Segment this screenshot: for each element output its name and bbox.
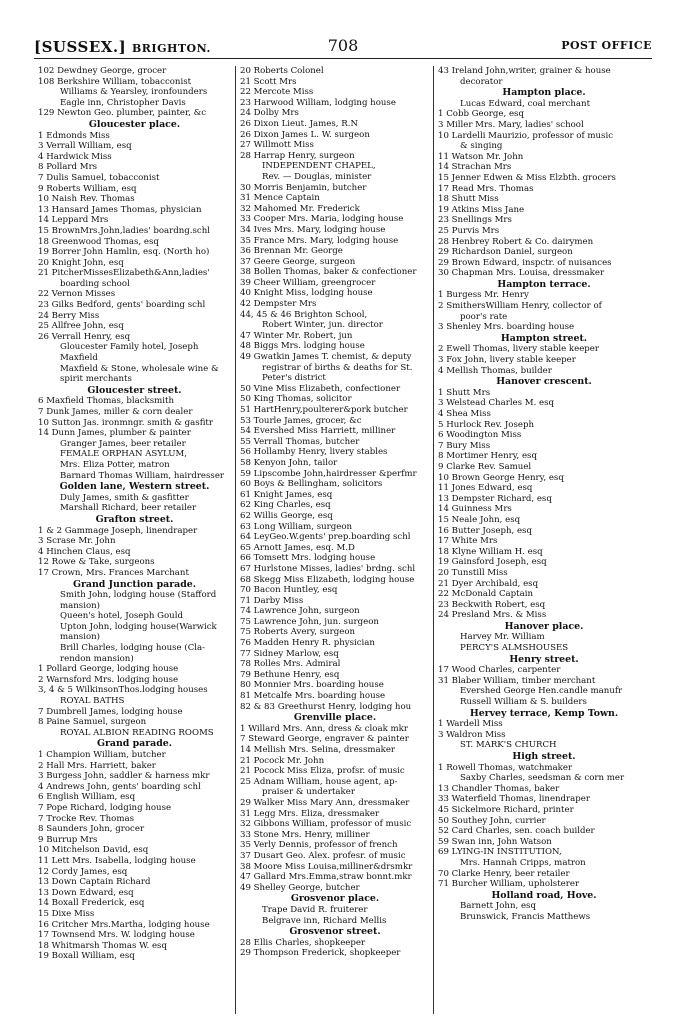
directory-entry: 10 Naish Rev. Thomas [38, 194, 135, 205]
directory-entry: 71 Darby Miss [240, 595, 304, 606]
street-heading: Grosvenor place. [290, 894, 380, 905]
directory-entry: 69 LYING-IN INSTITUTION, [438, 847, 562, 858]
directory-entry: Maxfield & Stone, wholesale wine & [60, 363, 219, 374]
directory-entry: ROYAL BATHS [60, 696, 125, 707]
directory-entry: 64 LeyGeo.W.gents' prep.boarding schl [240, 532, 411, 543]
office-label: POST OFFICE [561, 39, 652, 52]
directory-entry: 14 Dunn James, plumber & painter [38, 428, 191, 439]
street-heading: Hervey terrace, Kemp Town. [469, 708, 619, 719]
directory-entry: Peter's district [262, 373, 326, 384]
street-heading: High street. [512, 752, 576, 762]
directory-entry: 8 Saunders John, grocer [38, 824, 145, 835]
directory-entry: Williams & Yearsley, ironfounders [60, 87, 208, 98]
directory-entry: 9 Burrup Mrs [38, 834, 98, 845]
directory-entry: 10 Brown George Henry, esq [438, 472, 564, 483]
directory-entry: decorator [460, 76, 503, 87]
street-heading: Grafton street. [95, 514, 174, 525]
directory-entry: 78 Rolles Mrs. Admiral [240, 659, 341, 670]
directory-entry: 29 Richardson Daniel, surgeon [438, 247, 573, 258]
directory-entry: spirit merchants [60, 374, 132, 385]
directory-entry: 1 Rowell Thomas, watchmaker [438, 762, 573, 773]
directory-entry: 4 Hardwick Miss [38, 151, 112, 162]
directory-entry: 53 Tourle James, grocer, &c [240, 415, 362, 426]
directory-entry: Harvey Mr. William [460, 632, 545, 643]
directory-entry: 19 Borrer John Hamlin, esq. (North ho) [38, 247, 210, 258]
directory-entry: 33 Cooper Mrs. Maria, lodging house [240, 214, 404, 225]
directory-entry: 33 Waterfield Thomas, linendraper [438, 794, 590, 805]
directory-entry: 23 Gilks Bedford, gents' boarding schl [38, 300, 206, 311]
directory-entry: 17 Townsend Mrs. W. lodging house [38, 930, 195, 941]
directory-entry: 74 Lawrence John, surgeon [240, 606, 360, 617]
directory-entry: 7 Dumbrell James, lodging house [38, 706, 183, 717]
directory-entry: 43 Ireland John,writer, grainer & house [438, 66, 611, 76]
directory-entry: 33 Stone Mrs. Henry, milliner [240, 829, 370, 840]
directory-entry: 2 Warnsford Mrs. lodging house [38, 674, 179, 685]
directory-entry: 54 Evershed Miss Harriett, milliner [240, 426, 396, 437]
directory-entry: Belgrave inn, Richard Mellis [262, 915, 387, 926]
directory-entry: 13 Down Edward, esq [38, 887, 134, 898]
directory-entry: 102 Dewdney George, grocer [38, 66, 167, 76]
directory-entry: 56 Hollamby Henry, livery stables [240, 447, 388, 458]
directory-entry: 59 Lipscombe John,hairdresser &perfmr [240, 468, 417, 479]
directory-entry: 6 Woodington Miss [438, 430, 522, 441]
directory-entry: 14 Mellish Mrs. Selina, dressmaker [240, 745, 396, 755]
directory-entry: 38 Moore Miss Louisa,milliner&drsmkr [240, 861, 413, 872]
directory-entry: 10 Lardelli Maurizio, professor of music [438, 130, 614, 141]
directory-entry: 3 Scrase Mr. John [38, 536, 116, 547]
directory-entry: 15 Dixe Miss [38, 908, 95, 919]
directory-entry: 75 Lawrence John, jun. surgeon [240, 616, 379, 627]
directory-entry: 47 Gallard Mrs.Emma,straw bonnt.mkr [240, 872, 412, 883]
directory-entry: Granger James, beer retailer [60, 438, 186, 449]
directory-entry: 22 Vernon Misses [38, 289, 116, 300]
street-heading: Grosvenor street. [289, 927, 381, 938]
directory-entry: Marshall Richard, beer retailer [60, 503, 197, 514]
street-heading: Golden lane, Western street. [59, 482, 210, 493]
directory-entry: 21 PitcherMissesElizabeth&Ann,ladies' [38, 268, 210, 279]
directory-entry: 51 HartHenry,poulterer&pork butcher [240, 405, 408, 415]
directory-entry: 17 Wood Charles, carpenter [438, 665, 561, 676]
directory-entry: 5 Hurlock Rev. Joseph [438, 419, 535, 430]
directory-entry: Rev. — Douglas, minister [262, 171, 372, 182]
directory-entry: 1 Willard Mrs. Ann, dress & cloak mkr [240, 723, 409, 734]
directory-entry: 19 Atkins Miss Jane [438, 204, 525, 215]
directory-entry: 49 Gwatkin James T. chemist, & deputy [240, 352, 412, 363]
directory-entry: Maxfield [60, 353, 98, 364]
directory-entry: PERCY'S ALMSHOUSES [460, 643, 569, 654]
directory-entry: 3, 4 & 5 WilkinsonThos.lodging houses [38, 685, 208, 696]
directory-entry: 15 Neale John, esq [438, 514, 521, 525]
directory-entry: Brill Charles, lodging house (Cla- [60, 643, 206, 654]
directory-entry: 7 Dunk James, miller & corn dealer [38, 407, 193, 417]
directory-entry: 13 Dempster Richard, esq [438, 493, 552, 504]
directory-entry: poor's rate [460, 311, 508, 322]
directory-entry: praiser & undertaker [262, 787, 355, 798]
directory-entry: 3 Burgess John, saddler & harness mkr [38, 771, 210, 782]
directory-entry: 52 Card Charles, sen. coach builder [438, 826, 595, 837]
directory-entry: 9 Roberts William, esq [38, 183, 137, 194]
directory-entry: 6 English William, esq [38, 792, 136, 803]
directory-entry: Mrs. Eliza Potter, matron [60, 459, 170, 470]
directory-entry: 65 Arnott James, esq. M.D [240, 542, 355, 553]
directory-entry: 16 Butter Joseph, esq [438, 525, 532, 536]
directory-entry: 15 BrownMrs.John,ladies' boardng.schl [38, 225, 211, 236]
directory-entry: Queen's hotel, Joseph Gould [60, 611, 183, 622]
directory-entry: Brunswick, Francis Matthews [460, 911, 591, 922]
directory-entry: 4 Hinchen Claus, esq [38, 546, 131, 557]
directory-entry: 50 King Thomas, solicitor [240, 394, 352, 405]
directory-entry: 37 Geere George, surgeon [240, 256, 356, 267]
directory-entry: 2 Ewell Thomas, livery stable keeper [438, 344, 599, 355]
directory-entry: ROYAL ALBION READING ROOMS [60, 727, 214, 738]
directory-entry: 14 Boxall Frederick, esq [38, 898, 145, 909]
directory-entry: 1 Shutt Mrs [438, 387, 491, 398]
directory-entry: 29 Brown Edward, inspctr. of nuisances [438, 257, 612, 268]
directory-entry: 82 & 83 Greethurst Henry, lodging hou [240, 701, 412, 712]
directory-entry: 8 Pollard Mrs [38, 162, 98, 173]
directory-entry: ST. MARK'S CHURCH [460, 740, 557, 751]
directory-entry: 17 White Mrs [438, 536, 498, 547]
directory-entry: 28 Ellis Charles, shopkeeper [240, 937, 366, 948]
directory-entry: 20 Tunstill Miss [438, 567, 508, 578]
directory-entry: 4 Mellish Thomas, builder [438, 365, 552, 376]
directory-entry: 63 Long William, surgeon [240, 521, 353, 532]
directory-entry: 1 Pollard George, lodging house [38, 664, 179, 675]
directory-entry: 6 Maxfield Thomas, blacksmith [38, 396, 175, 407]
directory-entry: rendon mansion) [60, 653, 134, 664]
directory-entry: 13 Hansard James Thomas, physician [38, 204, 202, 215]
directory-entry: 21 Pocock Miss Eliza, profsr. of music [240, 766, 405, 777]
directory-entry: 23 Harwood William, lodging house [240, 97, 396, 108]
directory-entry: 16 Critcher Mrs.Martha, lodging house [38, 919, 210, 930]
directory-entry: 1 Cobb George, esq [438, 109, 524, 120]
directory-entry: Duly James, smith & gasfitter [60, 492, 189, 503]
directory-entry: 77 Sidney Marlow, esq [240, 648, 339, 659]
page-header [34, 36, 652, 59]
street-heading: Hampton terrace. [497, 279, 591, 290]
directory-entry: 21 Pocock Mr. John [240, 755, 325, 766]
directory-entry: Mrs. Hannah Cripps, matron [460, 857, 586, 868]
directory-entry: 61 Knight James, esq [240, 489, 333, 500]
directory-entry: 28 Harrap Henry, surgeon [240, 150, 355, 161]
directory-entry: 38 Bollen Thomas, baker & confectioner [240, 267, 417, 278]
directory-entry: 18 Whitmarsh Thomas W. esq [38, 940, 167, 951]
directory-entry: registrar of births & deaths for St. [262, 362, 413, 373]
directory-entry: Evershed George Hen.candle manufr [460, 686, 623, 697]
directory-entry: 1 Burgess Mr. Henry [438, 290, 529, 301]
directory-entry: 32 Mahomed Mr. Frederick [240, 203, 360, 214]
directory-entry: 70 Clarke Henry, beer retailer [438, 868, 570, 879]
directory-entry: 68 Skegg Miss Elizabeth, lodging house [240, 574, 415, 585]
directory-entry: 37 Dusart Geo. Alex. profesr. of music [240, 850, 406, 861]
directory-entry: 80 Monnier Mrs. boarding house [240, 680, 384, 691]
directory-entry: 1 Wardell Miss [438, 719, 503, 730]
directory-entry: 7 Bury Miss [438, 440, 491, 451]
directory-entry: 3 Verrall William, esq [38, 141, 132, 152]
directory-entry: 14 Strachan Mrs [438, 162, 512, 173]
directory-entry: 35 Verly Dennis, professor of french [240, 840, 398, 851]
directory-entry: 36 Brennan Mr. George [240, 246, 343, 257]
directory-entry: 11 Watson Mr. John [438, 151, 524, 162]
directory-entry: 108 Berkshire William, tobacconist [38, 76, 192, 87]
directory-entry: 50 Southey John, currier [438, 815, 546, 826]
directory-entry: 40 Knight Miss, lodging house [240, 288, 373, 299]
directory-entry: 25 Purvis Mrs [438, 225, 500, 236]
directory-entry: 25 Adnam William, house agent, ap- [240, 776, 398, 787]
directory-entry: 23 Snellings Mrs [438, 215, 512, 226]
directory-entry: mansion) [60, 632, 101, 643]
street-heading: Hampton place. [502, 88, 586, 99]
directory-entry: 19 Boxall William, esq [38, 951, 135, 962]
street-heading: Gloucester place. [88, 119, 181, 130]
directory-entry: Robert Winter, jun. director [262, 320, 383, 331]
column-rule-2 [433, 66, 434, 1014]
directory-entry: 55 Verrall Thomas, butcher [240, 436, 360, 447]
directory-entry: 31 Blaber William, timber merchant [438, 675, 596, 686]
directory-entry: 60 Boys & Bellingham, solicitors [240, 479, 383, 490]
directory-entry: 24 Presland Mrs. & Miss [438, 610, 547, 621]
directory-entry: 62 Willis George, esq [240, 510, 333, 521]
directory-entry: 3 Waldron Miss [438, 729, 506, 740]
directory-entry: 25 Allfree John, esq [38, 321, 124, 332]
directory-entry: 10 Mitchelson David, esq [38, 845, 149, 856]
street-heading: Holland road, Hove. [491, 890, 597, 901]
directory-entry: 31 Legg Mrs. Eliza, dressmaker [240, 808, 380, 819]
directory-entry: 67 Hurlstone Misses, ladies' brdng. schl [240, 563, 416, 574]
directory-entry: 59 Swan inn, John Watson [438, 836, 552, 847]
directory-entry: 22 Mercote Miss [240, 87, 314, 98]
town-label: BRIGHTON. [131, 42, 211, 55]
street-heading: Grand Junction parade. [72, 579, 197, 590]
directory-entry: 32 Gibbons William, professor of music [240, 819, 412, 830]
directory-entry: Upton John, lodging house(Warwick [60, 621, 217, 632]
street-heading: Gloucester street. [87, 385, 182, 396]
directory-entry: 26 Verrall Henry, esq [38, 331, 131, 342]
directory-entry: 71 Burcher William, upholsterer [438, 879, 580, 890]
directory-entry: 44, 45 & 46 Brighton School, [240, 309, 368, 320]
directory-entry: 3 Welstead Charles M. esq [438, 398, 555, 409]
directory-entry: 45 Sickelmore Richard, printer [438, 804, 574, 815]
directory-entry: 12 Rowe & Take, surgeons [38, 557, 155, 568]
directory-entry: 11 Jones Edward, esq [438, 483, 533, 494]
street-heading: Henry street. [509, 654, 579, 665]
directory-entry: 23 Beckwith Robert, esq [438, 599, 546, 610]
directory-entry: 48 Biggs Mrs. lodging house [240, 341, 365, 352]
directory-entry: Saxby Charles, seedsman & corn mer [460, 773, 625, 784]
directory-entry: 58 Kenyon John, tailor [240, 457, 338, 468]
directory-entry: 26 Dixon James L. W. surgeon [240, 129, 370, 140]
directory-entry: 27 Willmott Miss [240, 140, 314, 151]
directory-entry: 7 Steward George, engraver & painter [240, 734, 409, 745]
directory-entry: 30 Chapman Mrs. Louisa, dressmaker [438, 268, 605, 279]
directory-entry: 1 Champion William, butcher [38, 750, 166, 760]
directory-entry: 4 Shea Miss [438, 409, 491, 419]
directory-entry: 18 Shutt Miss [438, 194, 499, 205]
directory-entry: 19 Gainsford Joseph, esq [438, 557, 547, 568]
page-number: 708 [327, 36, 359, 55]
column-2 [240, 66, 430, 959]
directory-entry: 7 Dulis Samuel, tobacconist [38, 172, 160, 183]
directory-entry: & singing [460, 141, 503, 152]
directory-entry: 3 Fox John, livery stable keeper [438, 355, 576, 366]
directory-entry: Eagle inn, Christopher Davis [60, 97, 186, 108]
directory-entry: 8 Paine Samuel, surgeon [38, 717, 147, 728]
directory-entry: 7 Pope Richard, lodging house [38, 802, 172, 813]
directory-entry: 76 Madden Henry R. physician [240, 638, 375, 649]
directory-entry: Trape David R. fruiterer [262, 904, 368, 915]
directory-entry: 14 Leppard Mrs [38, 215, 109, 226]
directory-entry: 79 Bethune Henry, esq [240, 669, 340, 680]
directory-entry: Russell William & S. builders [460, 697, 587, 708]
street-heading: Hampton street. [500, 333, 588, 344]
directory-entry: 66 Tomsett Mrs. lodging house [240, 553, 376, 564]
street-heading: Hanover place. [504, 621, 584, 632]
directory-entry: Barnard Thomas William, hairdresser [60, 470, 225, 481]
directory-entry: 22 McDonald Captain [438, 589, 534, 600]
directory-entry: 1 Edmonds Miss [38, 130, 110, 141]
directory-entry: 1 & 2 Gammage Joseph, linendraper [38, 525, 198, 536]
directory-entry: 31 Mence Captain [240, 193, 320, 204]
directory-entry: 12 Cordy James, esq [38, 866, 128, 877]
directory-entry: 26 Dixon Lieut. James, R.N [240, 118, 358, 129]
directory-entry: 47 Winter Mr. Robert, jun [240, 330, 353, 341]
directory-entry: 75 Roberts Avery, surgeon [240, 627, 356, 638]
directory-entry: 11 Lett Mrs. Isabella, lodging house [38, 855, 196, 866]
directory-entry: 49 Shelley George, butcher [240, 882, 360, 893]
directory-entry: 34 Ives Mrs. Mary, lodging house [240, 224, 386, 235]
directory-entry: 70 Bacon Huntley, esq [240, 585, 338, 596]
directory-entry: 2 SmithersWilliam Henry, collector of [438, 301, 602, 312]
directory-entry: 129 Newton Geo. plumber, painter, &c [38, 108, 207, 119]
county-label: [SUSSEX.] [34, 38, 127, 56]
column-1 [38, 66, 231, 962]
directory-entry: 15 Jenner Edwen & Miss Elzbth. grocers [438, 172, 616, 183]
directory-entry: 29 Thompson Frederick, shopkeeper [240, 948, 401, 959]
directory-entry: 24 Dolby Mrs [240, 108, 299, 119]
directory-entry: 35 France Mrs. Mary, lodging house [240, 235, 399, 246]
directory-entry: 21 Dyer Archibald, esq [438, 578, 539, 589]
directory-entry: 2 Hall Mrs. Harriett, baker [38, 760, 156, 771]
directory-entry: Smith John, lodging house (Stafford [60, 590, 217, 601]
directory-entry: 81 Metcalfe Mrs. boarding house [240, 691, 386, 702]
directory-entry: 8 Mortimer Henry, esq [438, 451, 537, 462]
directory-entry: 39 Cheer William, greengrocer [240, 277, 376, 288]
directory-entry: 10 Sutton Jas. ironmngr. smith & gasfitr [38, 417, 213, 428]
directory-entry: 30 Morris Benjamin, butcher [240, 182, 367, 193]
directory-entry: 4 Andrews John, gents' boarding schl [38, 781, 201, 792]
directory-entry: Gloucester Family hotel, Joseph [60, 342, 199, 353]
directory-entry: mansion) [60, 600, 101, 611]
directory-entry: 17 Crown, Mrs. Frances Marchant [38, 567, 189, 578]
directory-entry: 28 Henbrey Robert & Co. dairymen [438, 236, 594, 247]
column-rule-1 [235, 66, 236, 1014]
street-heading: Grand parade. [96, 739, 173, 750]
directory-entry: 18 Greenwood Thomas, esq [38, 236, 159, 247]
directory-entry: Lucas Edward, coal merchant [460, 98, 591, 109]
directory-entry: 17 Read Mrs. Thomas [438, 183, 534, 194]
directory-entry: INDEPENDENT CHAPEL, [262, 161, 376, 172]
directory-entry: FEMALE ORPHAN ASYLUM, [60, 449, 187, 460]
directory-entry: 20 Roberts Colonel [240, 66, 324, 76]
directory-entry: 42 Dempster Mrs [240, 299, 317, 310]
directory-entry: 9 Clarke Rev. Samuel [438, 461, 532, 472]
directory-entry: 24 Berry Miss [38, 310, 100, 321]
directory-entry: 13 Down Captain Richard [38, 877, 151, 888]
directory-entry: 20 Knight John, esq [38, 257, 124, 268]
directory-entry: 13 Chandler Thomas, baker [438, 783, 560, 794]
directory-entry: 14 Guinness Mrs [438, 504, 512, 515]
directory-entry: 7 Trocke Rev. Thomas [38, 813, 135, 824]
directory-entry: 29 Walker Miss Mary Ann, dressmaker [240, 797, 410, 808]
directory-entry: 21 Scott Mrs [240, 76, 297, 87]
directory-entry: 3 Miller Mrs. Mary, ladies' school [438, 119, 584, 130]
street-heading: Grenville place. [293, 713, 377, 724]
directory-entry: 50 Vine Miss Elizabeth, confectioner [240, 383, 401, 394]
street-heading: Hanover crescent. [496, 377, 592, 388]
directory-entry: 3 Shenley Mrs. boarding house [438, 322, 575, 333]
directory-entry: boarding school [60, 278, 130, 289]
directory-entry: 18 Klyne William H. esq [438, 546, 543, 557]
directory-entry: Barnett John, esq [460, 901, 536, 912]
column-3 [438, 66, 650, 923]
directory-entry: 62 King Charles, esq [240, 500, 331, 511]
